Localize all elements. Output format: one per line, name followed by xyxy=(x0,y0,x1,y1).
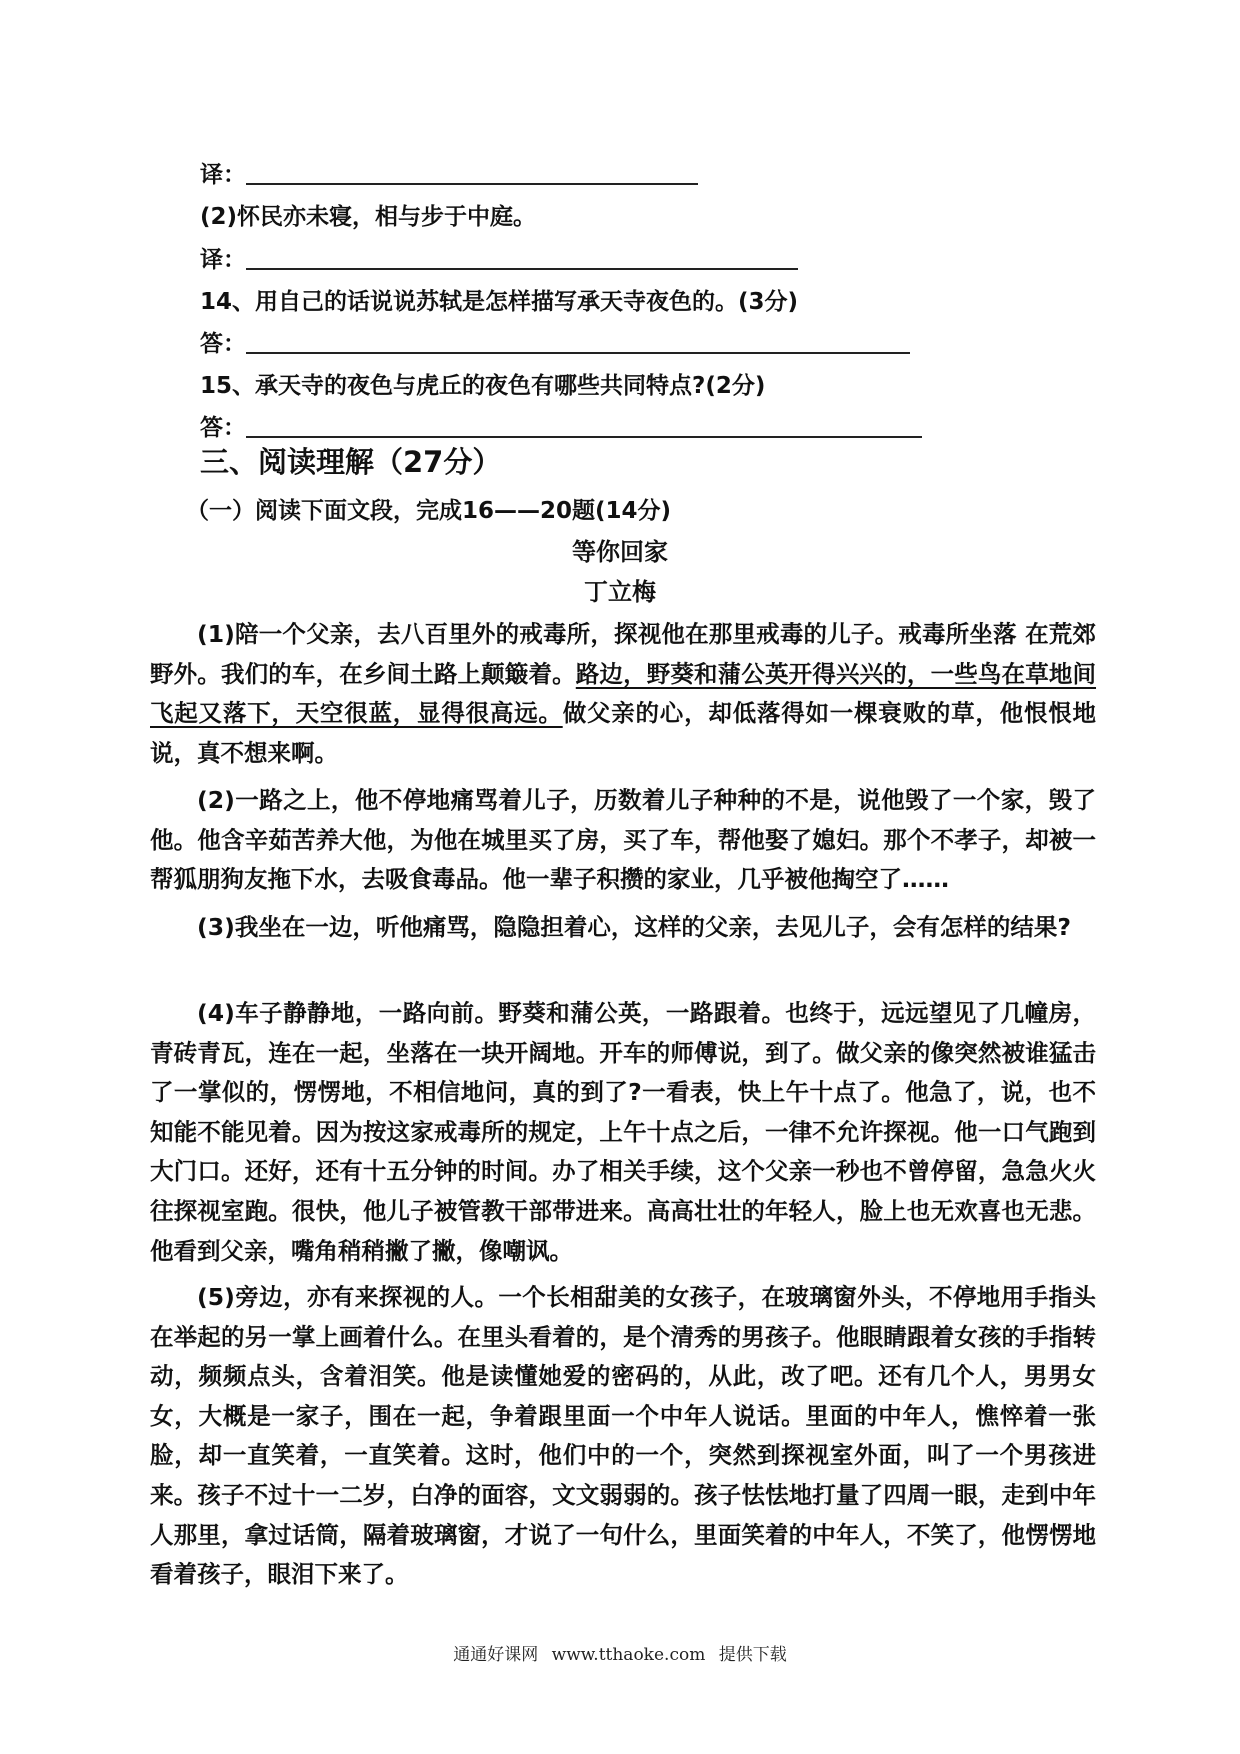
article-paragraph-5: (5)旁边，亦有来探视的人。一个长相甜美的女孩子，在玻璃窗外头，不停地用手指头在举起的另一掌上画着什么。在里头看着的，是个清秀的男孩子。他眼睛跟着女孩的手指转动，频频点头，含着泪笑。他是读懂她爱的密码的，从此，改了吧。还有几个人，男男女女，大概是一家子，围在一起，争着跟里面一个中年人说话。里面的中年人，憔悴着一张脸，却一直笑着，一直笑着。这时，他们中的一个，突然到探视室外面，叫了一个男孩进来。孩子不过十一二岁，白净的面容，文文弱弱的。孩子怯怯地打量了四周一眼，走到中年人那里，拿过话筒，隔着玻璃窗，才说了一句什么，里面笑着的中年人，不笑了，他愣愣地看着孩子，眼泪下来了。 xyxy=(150,1283,1096,1589)
section-title: 三、阅读理解（27分） xyxy=(200,445,502,479)
article-author: 丁立梅 xyxy=(584,578,656,606)
answer-blank xyxy=(246,352,910,354)
footer-suffix: 提供下载 xyxy=(718,1645,787,1665)
question-14: 14、用自己的话说说苏轼是怎样描写承天寺夜色的。(3分) xyxy=(200,289,799,315)
question-15: 15、承天寺的夜色与虎丘的夜色有哪些共同特点?(2分) xyxy=(200,373,766,399)
article-paragraph-4: (4)车子静静地，一路向前。野葵和蒲公英，一路跟着。也终于，远远望见了几幢房，青砖青瓦，连在一起，坐落在一块开阔地。开车的师傅说，到了。做父亲的像突然被谁猛击了一掌似的，愣愣地，不相信地问，真的到了?一看表，快上午十点了。他急了，说，也不知能不能见着。因为按这家戒毒所的规定，上午十点之后，一律不允许探视。他一口气跑到大门口。还好，还有十五分钟的时间。办了相关手续，这个父亲一秒也不曾停留，急急火火往探视室跑。很快，他儿子被管教干部带进来。高高壮壮的年轻人，脸上也无欢喜也无悲。他看到父亲，嘴角稍稍撇了撇，像嘲讽。 xyxy=(150,999,1096,1265)
answer-label: 答： xyxy=(200,415,246,441)
page-footer xyxy=(0,1640,1240,1665)
article-paragraph-3: (3)我坐在一边，听他痛骂，隐隐担着心，这样的父亲，去见儿子，会有怎样的结果? xyxy=(197,913,1071,941)
article-paragraph-1: (1)陪一个父亲，去八百里外的戒毒所，探视他在那里戒毒的儿子。戒毒所坐落 在荒郊野外。我们的车，在乡间土路上颠簸着。路边，野葵和蒲公英开得兴兴的，一些鸟在草地间飞起又落下，天空很蓝，显得很高远。做父亲的心，却低落得如一棵衰败的草，他恨恨地说，真不想来啊。 xyxy=(150,620,1097,767)
footer-site-name: 通通好课网 xyxy=(453,1645,539,1665)
answer-blank xyxy=(246,268,798,270)
article-title: 等你回家 xyxy=(572,538,668,566)
answer-blank xyxy=(246,183,698,185)
translation-label: 译： xyxy=(200,247,246,273)
question-item: (2)怀民亦未寝，相与步于中庭。 xyxy=(200,204,537,230)
underlined-sentence: 路边，野葵和蒲公英开得兴兴的，一些鸟在草地间飞起又落下，天空很蓝，显得很高远。 xyxy=(150,659,1097,728)
article-paragraph-2: (2)一路之上，他不停地痛骂着儿子，历数着儿子种种的不是，说他毁了一个家，毁了他。他含辛茹苦养大他，为他在城里买了房，买了车，帮他娶了媳妇。那个不孝子，却被一帮狐朋狗友拖下水，去吸食毒品。他一辈子积攒的家业，几乎被他掏空了…… xyxy=(150,786,1096,894)
footer-url: www.tthaoke.com xyxy=(551,1645,706,1665)
translation-label: 译： xyxy=(200,162,246,188)
answer-label: 答： xyxy=(200,331,246,357)
section-subtitle: （一）阅读下面文段，完成16——20题(14分) xyxy=(186,498,672,524)
answer-blank xyxy=(246,436,922,438)
